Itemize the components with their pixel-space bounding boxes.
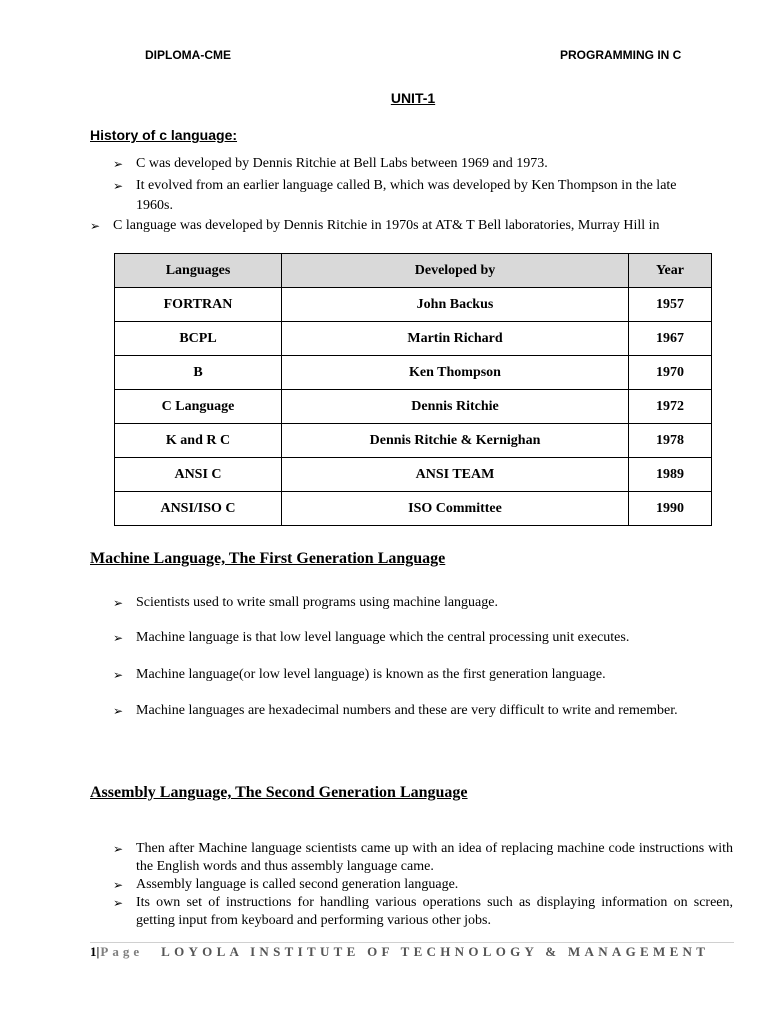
bullet-arrow-icon: ➢ [113,896,124,910]
cell-year: 1967 [629,322,712,356]
footer [90,944,709,960]
machine-bullet-2: ➢ Machine language is that low level language which the central processing unit executes. [136,628,629,648]
cell-developer: Dennis Ritchie [282,390,629,424]
cell-language: ANSI/ISO C [115,492,282,526]
table-row [115,458,712,492]
cell-year: 1989 [629,458,712,492]
bullet-arrow-icon: ➢ [113,668,124,682]
table-header-row [115,254,712,288]
page-number: 1 [90,944,97,959]
language-history-table [114,253,712,526]
cell-year: 1972 [629,390,712,424]
cell-language: B [115,356,282,390]
table-row [115,492,712,526]
cell-language: K and R C [115,424,282,458]
assembly-bullet-2: ➢ Assembly language is called second generation language. [113,877,459,892]
cell-developer: Martin Richard [282,322,629,356]
cell-developer: Dennis Ritchie & Kernighan [282,424,629,458]
assembly-bullet-3: ➢ Its own set of instructions for handling various operations such as displaying information on screen, getting input from keyboard and performing various other jobs. [113,895,733,928]
cell-developer: ISO Committee [282,492,629,526]
cell-developer: Ken Thompson [282,356,629,390]
bullet-arrow-icon: ➢ [113,157,124,171]
cell-language: FORTRAN [115,288,282,322]
cell-language: ANSI C [115,458,282,492]
footer-separator: | [96,944,100,959]
cell-year: 1978 [629,424,712,458]
assembly-bullet-1: ➢ Then after Machine language scientists came up with an idea of replacing machine code instructions with the English words and thus assembly language came. [113,841,733,874]
cell-language: BCPL [115,322,282,356]
machine-language-heading: Machine Language, The First Generation Language [90,550,446,567]
column-header-developed-by: Developed by [282,254,629,288]
history-bullet-3: ➢ C language was developed by Dennis Ritchie in 1970s at AT& T Bell laboratories, Murray Hill in [113,216,660,236]
cell-year: 1957 [629,288,712,322]
cell-year: 1990 [629,492,712,526]
unit-title: UNIT-1 [390,90,436,106]
bullet-arrow-icon: ➢ [113,596,124,610]
header-left: DIPLOMA-CME [145,48,231,62]
footer-rule [90,942,734,943]
table-row [115,322,712,356]
history-heading: History of c language: [90,127,238,143]
table-row [115,356,712,390]
history-bullet-1: ➢ C was developed by Dennis Ritchie at Bell Labs between 1969 and 1973. [136,154,548,174]
machine-bullet-4: ➢ Machine languages are hexadecimal numbers and these are very difficult to write and remember. [136,701,678,721]
cell-developer: John Backus [282,288,629,322]
table-row [115,288,712,322]
header-right: PROGRAMMING IN C [560,48,682,62]
bullet-arrow-icon: ➢ [90,219,101,233]
assembly-language-heading: Assembly Language, The Second Generation Language [90,784,468,801]
table-row [115,424,712,458]
bullet-arrow-icon: ➢ [113,842,124,856]
history-bullet-2: ➢ It evolved from an earlier language called B, which was developed by Ken Thompson in the late [136,176,677,196]
column-header-languages: Languages [115,254,282,288]
machine-bullet-1: ➢ Scientists used to write small programs using machine language. [136,593,498,613]
bullet-arrow-icon: ➢ [113,179,124,193]
bullet-arrow-icon: ➢ [113,878,124,892]
table-row [115,390,712,424]
bullet-arrow-icon: ➢ [113,631,124,645]
machine-bullet-3: ➢ Machine language(or low level language) is known as the first generation language. [136,665,606,685]
cell-year: 1970 [629,356,712,390]
institute-name: LOYOLA INSTITUTE OF TECHNOLOGY & MANAGEMENT [161,944,710,959]
bullet-arrow-icon: ➢ [113,704,124,718]
page-word: Page [100,944,144,959]
history-bullet-2-continued: 1960s. [136,198,173,213]
column-header-year: Year [629,254,712,288]
cell-language: C Language [115,390,282,424]
cell-developer: ANSI TEAM [282,458,629,492]
